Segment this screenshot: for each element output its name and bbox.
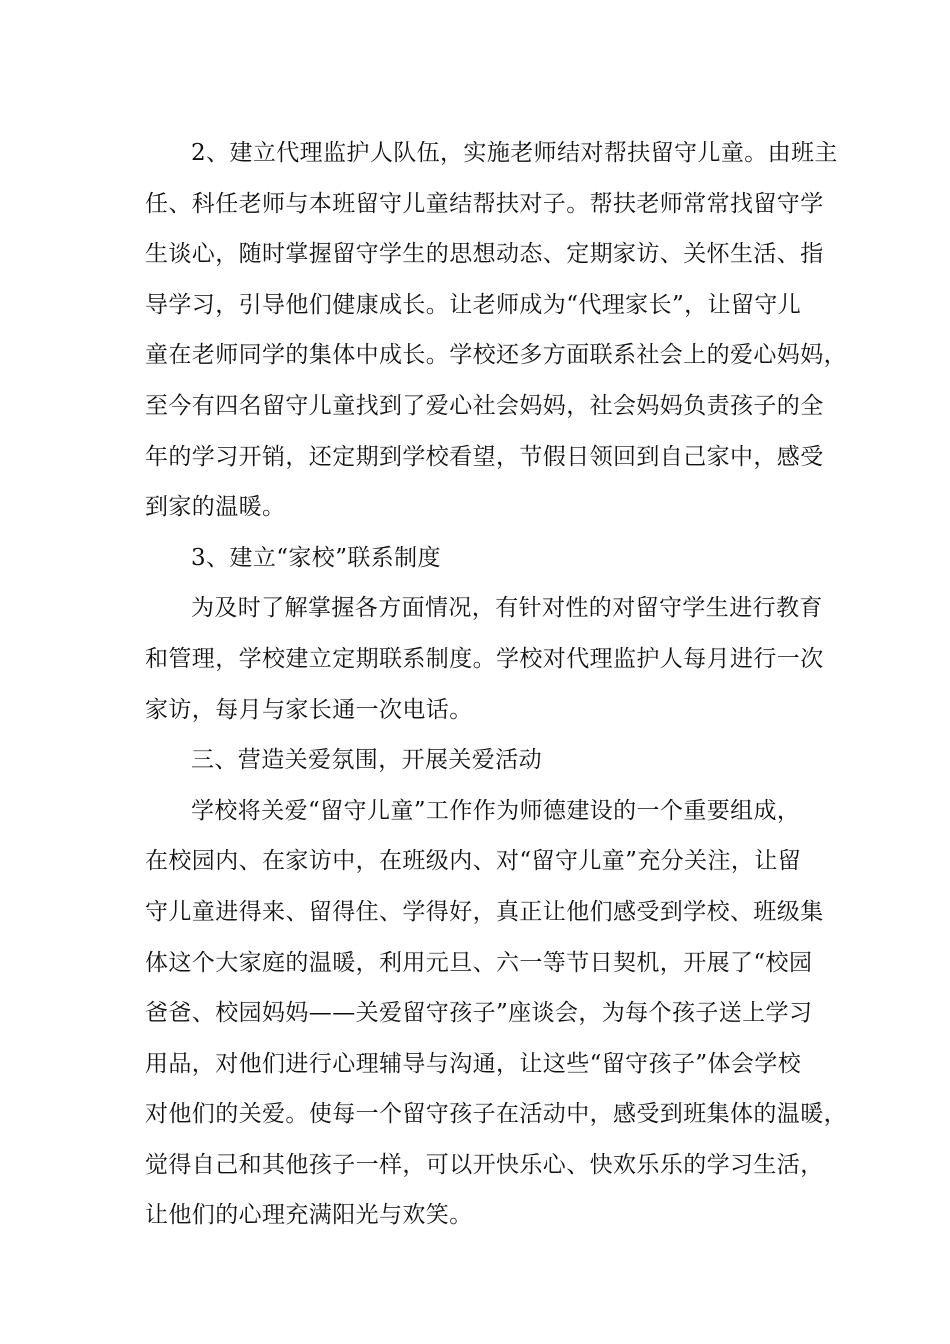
paragraph-line: 任、科任老师与本班留守儿童结帮扶对子。帮扶老师常常找留守学 — [145, 190, 824, 217]
paragraph-line: 到家的温暖。 — [145, 494, 286, 521]
section-heading: 3、建立“家校”联系制度 — [191, 544, 441, 571]
paragraph-line: 年的学习开销，还定期到学校看望，节假日领回到自己家中，感受 — [145, 443, 824, 470]
paragraph-line: 2、建立代理监护人队伍，实施老师结对帮扶留守儿童。由班主 — [191, 140, 838, 166]
paragraph-line: 童在老师同学的集体中成长。学校还多方面联系社会上的爱心妈妈， — [145, 342, 847, 369]
body-text — [145, 128, 847, 1241]
paragraph-line: 导学习，引导他们健康成长。让老师成为“代理家长”，让留守儿 — [145, 291, 802, 318]
paragraph-line: 在校园内、在家访中，在班级内、对“留守儿童”充分关注，让留 — [145, 848, 802, 875]
paragraph-line: 觉得自己和其他孩子一样，可以开快乐心、快欢乐乐的学习生活， — [145, 1151, 824, 1178]
paragraph-line: 用品，对他们进行心理辅导与沟通，让这些“留守孩子”体会学校 — [145, 1050, 802, 1077]
paragraph-line: 爸爸、校园妈妈——关爱留守孩子”座谈会，为每个孩子送上学习 — [145, 1000, 813, 1027]
paragraph-line: 家访，每月与家长通一次电话。 — [145, 696, 473, 723]
paragraph-line: 生谈心，随时掌握留守学生的思想动态、定期家访、关怀生活、指 — [145, 241, 824, 268]
paragraph-line: 学校将关爱“留守儿童”工作作为师德建设的一个重要组成， — [191, 797, 801, 824]
paragraph-line: 让他们的心理充满阳光与欢笑。 — [145, 1202, 473, 1229]
paragraph-line: 为及时了解掌握各方面情况，有针对性的对留守学生进行教育 — [191, 595, 823, 622]
section-heading: 三、营造关爱氛围，开展关爱活动 — [191, 747, 542, 774]
paragraph-line: 至今有四名留守儿童找到了爱心社会妈妈，社会妈妈负责孩子的全 — [145, 392, 824, 419]
paragraph-line: 守儿童进得来、留得住、学得好，真正让他们感受到学校、班级集 — [145, 898, 824, 925]
paragraph-line: 体这个大家庭的温暖，利用元旦、六一等节日契机，开展了“校园 — [145, 949, 813, 976]
paragraph-line: 对他们的关爱。使每一个留守孩子在活动中，感受到班集体的温暖， — [145, 1101, 847, 1128]
paragraph-line: 和管理，学校建立定期联系制度。学校对代理监护人每月进行一次 — [145, 645, 824, 672]
